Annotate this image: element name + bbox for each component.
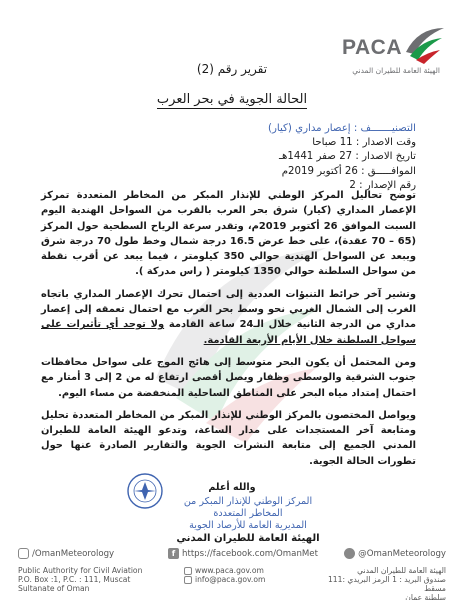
issue-date-value: 27 صفر 1441هـ <box>279 151 353 163</box>
signature-center-name: المركز الوطني للإنذار المبكر من المخاطر المتعددة <box>183 496 313 519</box>
instagram-handle: /OmanMeteorology <box>32 548 115 559</box>
release-label: رقم الإصدار : <box>359 179 416 191</box>
twitter-link[interactable] <box>344 548 446 559</box>
report-title-text: الحالة الجوية في بحر العرب <box>156 92 308 107</box>
website-link: www.paca.gov.om <box>195 566 264 575</box>
facebook-icon: f <box>168 548 179 559</box>
corresponding-value: 26 أكتوبر 2019م <box>281 165 358 177</box>
report-title <box>0 92 464 107</box>
paragraph-2-start: وتشير آخر خرائط التنبؤات العددية إلى احتمال تحرك الإعصار المداري باتجاه الغرب إلى الشمال الغربي نحو وسط بحر العرب مع احتمال تعمقه إلى إعصار مداري من الدرجة الثانية خلال الـ24 ساعة القادمة <box>41 288 416 331</box>
footer-address-english <box>18 566 158 593</box>
footer-contacts <box>184 566 294 584</box>
closing-phrase: والله أعلم <box>208 482 256 493</box>
facebook-url: https://facebook.com/OmanMet <box>182 548 318 559</box>
report-meta <box>116 122 416 193</box>
classification-row <box>116 122 416 136</box>
official-stamp-icon <box>126 472 164 510</box>
globe-icon <box>184 567 192 575</box>
website-row[interactable] <box>184 566 294 575</box>
twitter-handle: @OmanMeteorology <box>358 548 446 559</box>
footer-po-box-ar: صندوق البريد : 1 الرمز البريدي :111 مسقط <box>327 575 446 593</box>
issue-time-row <box>116 136 416 150</box>
email-row[interactable] <box>184 575 294 584</box>
report-body <box>41 188 416 476</box>
footer-po-box: P.O. Box :1, P.C. : 111, Muscat <box>18 575 131 584</box>
instagram-icon <box>18 548 29 559</box>
classification-label: التصنيـــــــف : <box>353 123 416 134</box>
facebook-link[interactable] <box>168 548 318 559</box>
email-link: info@paca.gov.om <box>195 575 266 584</box>
classification-value: إعصار مداري (كيار) <box>267 123 351 134</box>
paragraph-3: ومن المحتمل أن يكون البحر متوسط إلى هائج الموج على سواحل محافظات جنوب الشرقية والوسطى وظفار ويصل أقصى ارتفاع له من 2 إلى 3 أمتار مع احتمال إمتداد مياه البحر على المناطق الساحلية المنخفضة من مساء اليوم. <box>41 356 416 399</box>
footer-country-ar: سلطنة عمان <box>405 593 446 600</box>
corresponding-label: الموافـــــق : <box>361 165 416 177</box>
paca-logo <box>326 22 446 88</box>
report-number: تقرير رقم (2) <box>196 62 268 76</box>
logo-subtitle: الهيئة العامة للطيران المدني <box>352 66 440 75</box>
footer-org-name-ar: الهيئة العامة للطيران المدني <box>357 566 446 575</box>
paragraph-1: توضح تحاليل المركز الوطني للإنذار المبكر من المخاطر المتعددة تمركز الإعصار المداري (كيار) شرق بحر العرب بالقرب من السواحل الهندية اليوم السبت الموافق 26 أكتوبر 2019م، وتقدر سرعة الرياح السطحية حول المركز (65 – 70 عقدة)، على خط عرض 16.5 درجة شمال وخط طول 70 درجة شرق ويبعد عن السواحل الهندية حوالي 350 كيلومتر ، فيما يبعد عن أقرب نقطة من سواحل السلطنة حوالي 1350 كيلومتر ( راس مدركة ). <box>41 190 417 278</box>
instagram-link[interactable] <box>18 548 114 559</box>
paragraph-4: ويواصل المختصون بالمركز الوطني للإنذار المبكر من المخاطر المتعددة تحليل ومتابعة آخر المستجدات على مدار الساعة، وتدعو الهيئة العامة للطيران المدني الجميع إلى متابعة النشرات الجوية والتقارير الصادرة عنها حول تطورات الحالة الجوية. <box>41 409 416 467</box>
release-value: 2 <box>349 179 356 191</box>
footer-country: Sultanate of Oman <box>18 584 90 593</box>
email-icon <box>184 576 192 584</box>
signature-directorate: المديرية العامة للأرصاد الجوية <box>189 520 307 531</box>
page-footer <box>18 566 446 600</box>
issue-date-row <box>116 150 416 164</box>
logo-wordmark: PACA <box>342 36 402 59</box>
footer-address-arabic <box>306 566 446 600</box>
issue-time-label: وقت الاصدار : <box>355 137 416 149</box>
issue-time-value: 11 صباحا <box>312 137 353 149</box>
signature-authority: الهيئة العامة للطيران المدني <box>176 533 320 544</box>
twitter-icon <box>344 548 355 559</box>
paragraph-2-underlined: ولا توجد أي تأثيرات على سواحل السلطنة خلال الأيام الأربعة القادمة. <box>41 319 416 346</box>
footer-org-name: Public Authority for Civil Aviation <box>18 566 143 575</box>
corresponding-date-row <box>116 165 416 179</box>
social-bar <box>18 548 446 562</box>
signature-block <box>166 496 330 545</box>
paragraph-2 <box>41 287 416 348</box>
issue-date-label: تاريخ الاصدار : <box>355 151 416 163</box>
